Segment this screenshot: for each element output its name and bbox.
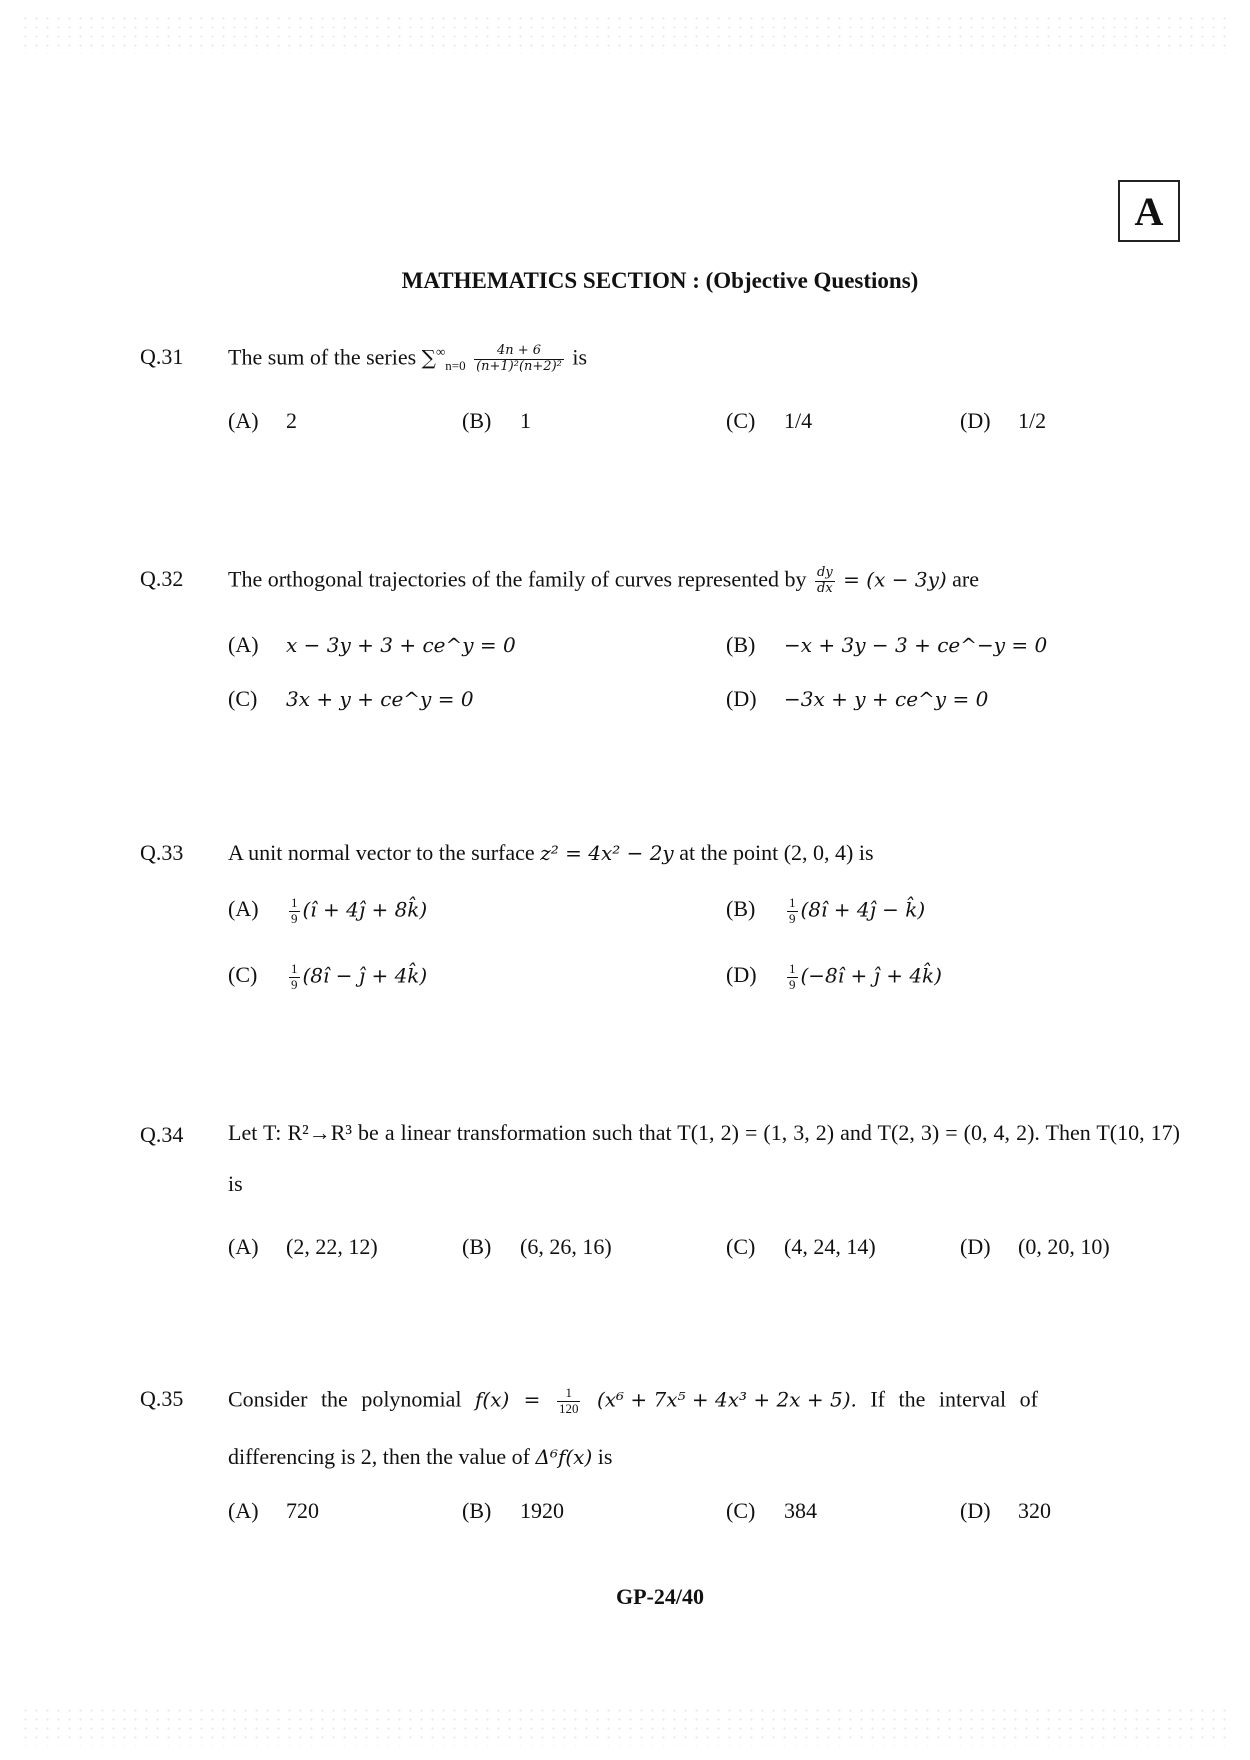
question-text <box>228 840 1180 866</box>
option-c[interactable] <box>228 962 427 993</box>
option-a[interactable] <box>228 896 427 927</box>
polynomial-rhs: (x⁶ + 7x⁵ + 4x³ + 2x + 5). <box>596 1387 857 1412</box>
option-label: (A) <box>228 408 259 433</box>
fraction-numerator: 4n + 6 <box>474 344 564 360</box>
polynomial-lhs: f(x) = <box>475 1387 541 1412</box>
option-d[interactable] <box>726 686 988 712</box>
line2-after: is <box>597 1444 613 1469</box>
option-value: −x + 3y − 3 + ce^−y = 0 <box>784 633 1048 657</box>
option-b[interactable] <box>726 896 925 927</box>
option-c[interactable] <box>726 1234 876 1260</box>
set-label-box <box>1118 180 1180 242</box>
fraction-numerator: dy <box>817 565 833 580</box>
question-text-line2 <box>228 1444 1180 1470</box>
question-text-before: Consider the polynomial <box>228 1386 462 1412</box>
fraction-numerator: 1 <box>291 961 298 976</box>
fraction-numerator: 1 <box>789 895 796 910</box>
option-value: (4, 24, 14) <box>784 1234 876 1259</box>
option-label: (D) <box>960 1498 991 1523</box>
option-c[interactable] <box>726 408 812 434</box>
question-text-after: If the interval of <box>870 1386 1038 1412</box>
fraction-denominator: dx <box>817 580 833 596</box>
option-label: (D) <box>726 686 757 711</box>
option-value: (î + 4ĵ + 8k̂) <box>302 897 428 922</box>
difference-operator: Δ⁶f(x) <box>535 1445 593 1469</box>
question-number: Q.31 <box>140 344 184 369</box>
set-label: A <box>1134 188 1164 234</box>
scan-noise-bottom <box>20 1706 1230 1746</box>
option-label: (B) <box>726 896 756 922</box>
fraction-denominator: 9 <box>291 976 298 992</box>
fraction-numerator: 1 <box>557 1386 581 1402</box>
option-value: (8î + 4ĵ − k̂) <box>800 897 926 922</box>
option-c[interactable] <box>228 686 474 712</box>
option-label: (D) <box>960 408 991 433</box>
surface-equation: z² = 4x² − 2y <box>540 841 674 865</box>
option-value: 1/4 <box>784 408 813 433</box>
option-b[interactable] <box>462 1498 564 1524</box>
option-value: 1 <box>520 408 531 433</box>
question-text: Let T: R²→R³ be a linear transformation such that T(1, 2) = (1, 3, 2) and T(2, 3) = (0, 4, 2). Then T(10, 17) is <box>228 1120 1180 1196</box>
section-title: MATHEMATICS SECTION : (Objective Questions) <box>401 268 919 293</box>
option-value: 720 <box>286 1498 319 1523</box>
sum-lower: n=0 <box>445 357 466 373</box>
fraction-denominator: (n+1)²(n+2)² <box>476 358 562 374</box>
option-a[interactable] <box>228 1498 319 1524</box>
option-d[interactable] <box>960 1234 1110 1260</box>
fraction-denominator: 9 <box>789 976 796 992</box>
option-label: (D) <box>726 962 757 988</box>
option-label: (A) <box>228 632 259 657</box>
option-value: 1920 <box>520 1498 564 1523</box>
option-value: −3x + y + ce^y = 0 <box>784 687 989 711</box>
option-label: (C) <box>726 408 756 433</box>
option-label: (B) <box>462 1498 492 1523</box>
question-text <box>228 344 1180 375</box>
question-text <box>228 566 1180 597</box>
question-text-after: is <box>572 344 588 370</box>
question-text-before: A unit normal vector to the surface <box>228 840 535 865</box>
fraction-numerator: 1 <box>789 961 796 976</box>
option-label: (B) <box>462 1234 492 1259</box>
scan-noise-top <box>20 14 1230 54</box>
option-value: 384 <box>784 1498 817 1523</box>
option-fraction <box>289 962 300 993</box>
option-label: (A) <box>228 1498 259 1523</box>
sum-symbol: ∑ <box>421 345 436 370</box>
option-label: (C) <box>228 962 258 988</box>
fraction-denominator: 9 <box>789 910 796 926</box>
option-a[interactable] <box>228 632 516 658</box>
option-value: (6, 26, 16) <box>520 1234 612 1259</box>
option-label: (A) <box>228 896 259 922</box>
fraction-denominator: 120 <box>558 1400 579 1416</box>
line2-before: differencing is 2, then the value of <box>228 1444 530 1469</box>
option-a[interactable] <box>228 1234 378 1260</box>
polynomial-fraction <box>557 1386 581 1417</box>
option-fraction <box>787 962 798 993</box>
derivative-fraction <box>815 566 835 597</box>
option-value: 3x + y + ce^y = 0 <box>286 687 474 711</box>
sum-upper: ∞ <box>435 344 446 360</box>
option-value: 1/2 <box>1018 408 1047 433</box>
option-d[interactable] <box>960 1498 1051 1524</box>
fraction-numerator: 1 <box>291 895 298 910</box>
page-footer: GP-24/40 <box>616 1584 704 1609</box>
option-value: 320 <box>1018 1498 1051 1523</box>
option-label: (C) <box>228 686 258 711</box>
question-text-before: The sum of the series <box>228 344 417 370</box>
question-number: Q.32 <box>140 566 184 591</box>
option-label: (A) <box>228 1234 259 1259</box>
option-value: x − 3y + 3 + ce^y = 0 <box>286 633 516 657</box>
question-number: Q.34 <box>140 1122 184 1147</box>
equation: = (x − 3y) <box>843 567 947 592</box>
option-b[interactable] <box>462 408 531 434</box>
fraction-denominator: 9 <box>291 910 298 926</box>
question-text-after: are <box>952 566 980 592</box>
question-text-before: The orthogonal trajectories of the family of curves represented by <box>228 566 807 592</box>
option-fraction <box>289 896 300 927</box>
question-text <box>228 1386 1180 1417</box>
option-c[interactable] <box>726 1498 817 1524</box>
series-fraction <box>474 344 564 375</box>
option-value: 2 <box>286 408 297 433</box>
option-fraction <box>787 896 798 927</box>
option-d[interactable] <box>726 962 942 993</box>
option-label: (C) <box>726 1234 756 1259</box>
option-value: (8î − ĵ + 4k̂) <box>302 963 428 988</box>
option-label: (C) <box>726 1498 756 1523</box>
question-text-after: at the point (2, 0, 4) is <box>679 840 874 865</box>
question-number: Q.33 <box>140 840 184 865</box>
option-b[interactable] <box>726 632 1047 658</box>
option-d[interactable] <box>960 408 1046 434</box>
option-value: (−8î + ĵ + 4k̂) <box>800 963 942 988</box>
option-label: (B) <box>462 408 492 433</box>
option-a[interactable] <box>228 408 297 434</box>
option-b[interactable] <box>462 1234 612 1260</box>
option-value: (0, 20, 10) <box>1018 1234 1110 1259</box>
option-label: (B) <box>726 632 756 657</box>
option-label: (D) <box>960 1234 991 1259</box>
question-number: Q.35 <box>140 1386 184 1411</box>
option-value: (2, 22, 12) <box>286 1234 378 1259</box>
